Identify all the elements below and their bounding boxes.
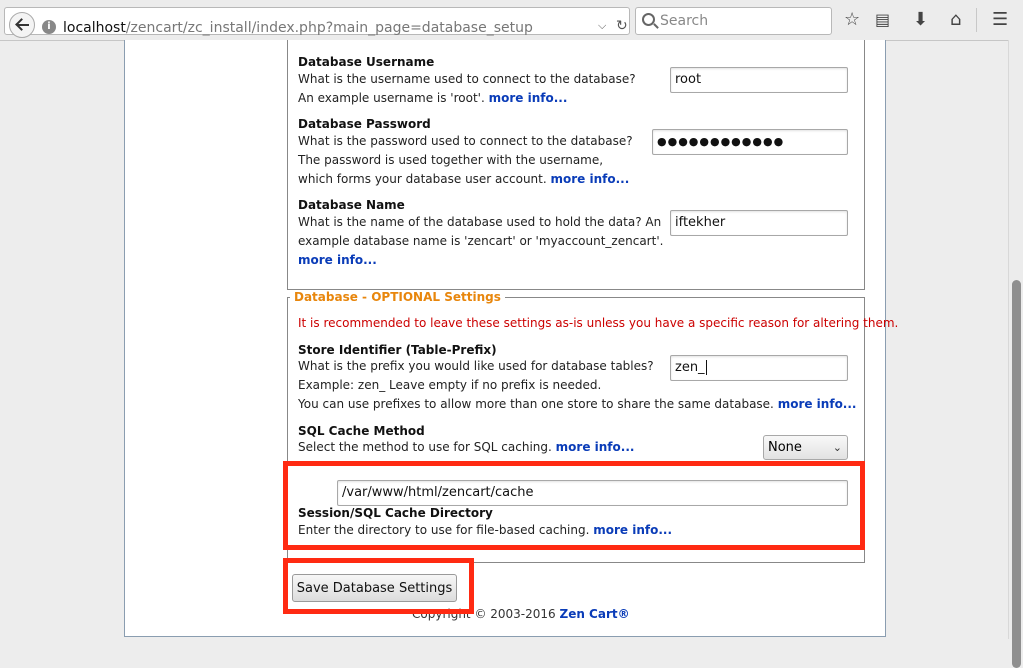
db-password-more-info-link[interactable]: more info... — [550, 172, 630, 186]
url-host: localhost — [63, 20, 126, 36]
db-username-help: What is the username used to connect to the database? An example username is 'root'. — [298, 72, 636, 105]
db-password-label: Database Password — [298, 117, 431, 131]
chevron-down-icon: ⌄ — [832, 441, 842, 454]
db-username-label: Database Username — [298, 55, 435, 69]
search-icon — [642, 13, 655, 26]
browser-toolbar — [0, 0, 1023, 41]
store-identifier-label: Store Identifier (Table-Prefix) — [298, 343, 497, 357]
optional-settings-legend: Database - OPTIONAL Settings — [290, 290, 505, 304]
search-bar[interactable] — [635, 7, 832, 35]
db-name-help: What is the name of the database used to hold the data? An example database name is 'zencart' or 'myaccount_zencart'. — [298, 215, 664, 248]
store-identifier-prefix-help: You can use prefixes to allow more than one store to share the same database. — [298, 397, 774, 411]
reading-list-icon[interactable]: ▤ — [875, 10, 891, 29]
zen-cart-link[interactable]: Zen Cart® — [559, 607, 630, 621]
url-dropdown-icon[interactable]: ⌵ — [598, 19, 607, 32]
menu-icon[interactable]: ☰ — [992, 9, 1009, 30]
sql-cache-help: Select the method to use for SQL caching. — [298, 440, 552, 454]
save-database-settings-button[interactable]: Save Database Settings — [292, 574, 457, 602]
store-identifier-prefix-line — [298, 395, 868, 414]
optional-settings-warning: It is recommended to leave these settings as-is unless you have a specific reason for altering them. — [298, 316, 899, 330]
cache-directory-more-info-link[interactable]: more info... — [593, 523, 673, 537]
url-bar[interactable] — [4, 7, 630, 35]
scrollbar-thumb[interactable] — [1012, 280, 1021, 668]
sql-cache-description — [298, 438, 634, 457]
cache-directory-label: Session/SQL Cache Directory — [298, 506, 493, 520]
db-password-help: What is the password used to connect to the database? The password is used together with the username, which forms your database user account. — [298, 134, 633, 186]
site-info-icon[interactable]: i — [42, 20, 56, 34]
url-path: /zencart/zc_install/index.php?main_page=database_setup — [125, 20, 533, 36]
cache-directory-help: Enter the directory to use for file-based caching. — [298, 523, 590, 537]
cache-directory-highlight — [283, 461, 865, 550]
store-identifier-example-line: Example: zen_ Leave empty if no prefix is needed. — [298, 378, 602, 392]
cache-directory-input[interactable]: /var/www/html/zencart/cache — [337, 480, 848, 506]
sql-cache-more-info-link[interactable]: more info... — [555, 440, 635, 454]
copyright-text: Copyright © 2003-2016 — [412, 607, 556, 621]
text-cursor — [706, 360, 707, 375]
db-name-more-info-link[interactable]: more info... — [298, 253, 377, 267]
db-password-description — [298, 132, 638, 189]
store-identifier-more-info-link[interactable]: more info... — [777, 397, 857, 411]
db-username-input[interactable]: root — [670, 67, 848, 93]
db-name-description — [298, 213, 664, 270]
sql-cache-label: SQL Cache Method — [298, 424, 425, 438]
sql-cache-selected-value: None — [768, 440, 802, 455]
back-button[interactable] — [9, 12, 35, 38]
save-button-highlight — [283, 558, 474, 614]
reload-icon[interactable]: ↻ — [616, 18, 628, 34]
db-name-label: Database Name — [298, 198, 405, 212]
page-scrollbar[interactable] — [1008, 40, 1023, 639]
download-icon[interactable]: ⬇ — [913, 9, 929, 30]
url-text[interactable] — [63, 20, 533, 36]
home-icon[interactable]: ⌂ — [950, 9, 962, 30]
store-identifier-input[interactable] — [670, 355, 848, 381]
store-identifier-value: zen_ — [675, 360, 705, 375]
toolbar-separator — [976, 8, 977, 32]
db-username-more-info-link[interactable]: more info... — [488, 91, 568, 105]
bookmark-star-icon[interactable]: ☆ — [844, 9, 861, 30]
search-input[interactable]: Search — [660, 13, 709, 29]
store-identifier-help-line: What is the prefix you would like used for database tables? — [298, 359, 654, 373]
db-name-input[interactable]: iftekher — [670, 210, 848, 236]
db-username-description — [298, 70, 638, 108]
db-password-input[interactable]: ●●●●●●●●●●●● — [652, 129, 848, 155]
sql-cache-select[interactable] — [763, 435, 848, 460]
